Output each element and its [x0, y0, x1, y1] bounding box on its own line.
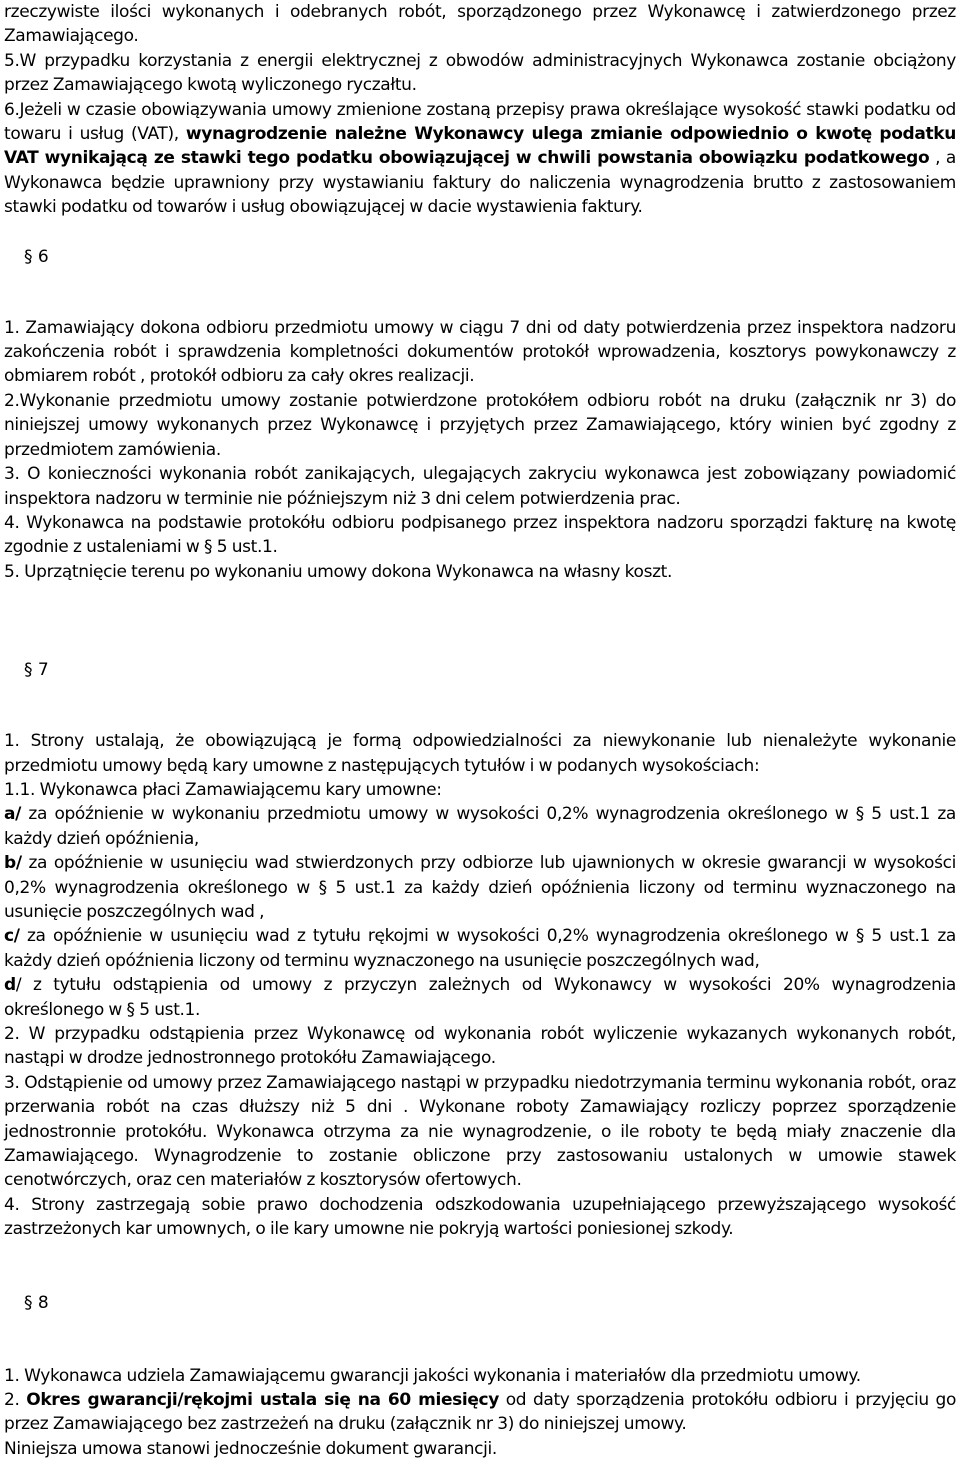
paragraph-8-1: 1. Wykonawca udziela Zamawiającemu gwarancji jakości wykonania i materiałów dla przedmiotu umowy.	[4, 1365, 861, 1386]
penalty-item-d-text: / z tytułu odstąpienia od umowy z przyczyn zależnych od Wykonawcy w wysokości 20% wynagrodzenia określonego w § 5 ust.1.	[4, 975, 956, 1020]
paragraph-6-1: 1. Zamawiający dokona odbioru przedmiotu umowy w ciągu 7 dni od daty potwierdzenia przez inspektora nadzoru zakończenia robót i sprawdzenia kompletności dokumentów protokół wprowadzenia, kosztorys powykonawczy z obmiarem robót , protokół odbioru za cały okres realizacji.	[4, 317, 956, 387]
paragraph-8-2-bold: Okres gwarancji/rękojmi ustala się na 60 miesięcy	[26, 1390, 500, 1411]
paragraph-5-6-text-a: 6.Jeżeli w czasie obowiązywania umowy zmienione zostaną przepisy prawa określające wysokość stawki podatku od towaru i usług (VAT),	[4, 99, 956, 145]
paragraph-5-5: 5.W przypadku korzystania z energii elektrycznej z obwodów administracyjnych Wykonawca zostanie obciążony przez Zamawiającego kwotą wyliczonego ryczałtu.	[4, 50, 956, 96]
penalty-item-c-text: za opóźnienie w usunięciu wad z tytułu rękojmi w wysokości 0,2% wynagrodzenia określonego w § 5 ust.1 za każdy dzień opóźnienia liczony od terminu wyznaczonego na usunięcie poszczególnych wad,	[4, 926, 956, 971]
paragraph-6-2: 2.Wykonanie przedmiotu umowy zostanie potwierdzone protokółem odbioru robót na druku (załącznik nr 3) do niniejszej umowy wykonanych przez Wykonawcę i przyjętych przez Zamawiającego, który winien być zgodny z przedmiotem zamówienia.	[4, 390, 956, 460]
section-8-heading: § 8	[24, 1292, 49, 1313]
paragraph-5-6-bold: wynagrodzenie należne Wykonawcy ulega zmianie odpowiednio o kwotę podatku VAT wynikającą ze stawki tego podatku obowiązującej w chwili powstania obowiązku podatkowego	[4, 124, 956, 169]
paragraph-6-3: 3. O konieczności wykonania robót zanikających, ulegających zakryciu wykonawca jest zobowiązany powiadomić inspektora nadzoru w terminie nie późniejszym niż 3 dni celem potwierdzenia prac.	[4, 464, 956, 509]
paragraph-7-2: 2. W przypadku odstąpienia przez Wykonawcę od wykonania robót wyliczenie wykazanych wykonanych robót, nastąpi w drodze jednostronnego protokółu Zamawiającego.	[4, 1024, 956, 1069]
penalty-item-b	[4, 851, 956, 924]
penalty-item-c	[4, 924, 956, 973]
penalty-item-b-text: za opóźnienie w usunięciu wad stwierdzonych przy odbiorze lub ujawnionych w okresie gwarancji w wysokości 0,2% wynagrodzenia określonego w § 5 ust.1 za każdy dzień opóźnienia liczony od terminu wyznaczonego na usunięcie poszczególnych wad ,	[4, 853, 956, 922]
paragraph-7-1-1: 1.1. Wykonawca płaci Zamawiającemu kary umowne:	[4, 779, 442, 800]
penalty-item-a-label: a/	[4, 804, 21, 825]
paragraph-8-2-number: 2.	[4, 1390, 27, 1411]
paragraph-7-4: 4. Strony zastrzegają sobie prawo dochodzenia odszkodowania uzupełniającego przewyższającego wysokość zastrzeżonych kar umownych, o ile kary umowne nie pokryją wartości poniesionej szkody.	[4, 1194, 956, 1240]
paragraph-7-1: 1. Strony ustalają, że obowiązującą je formą odpowiedzialności za niewykonanie lub nienależyte wykonanie przedmiotu umowy będą kary umowne z następujących tytułów i w podanych wysokościach:	[4, 731, 956, 776]
paragraph-6-4: 4. Wykonawca na podstawie protokółu odbioru podpisanego przez inspektora nadzoru sporządzi fakturę na kwotę zgodnie z ustaleniami w § 5 ust.1.	[4, 512, 956, 558]
paragraph-5-6	[4, 98, 956, 220]
paragraph-8-2	[4, 1388, 956, 1437]
section-6-heading: § 6	[24, 246, 49, 267]
paragraph-8-2-text: od daty sporządzenia protokółu odbioru i przyjęciu go przez Zamawiającego bez zastrzeżeń na druku (załącznik nr 3) do niniejszej umowy.	[4, 1390, 956, 1435]
penalty-item-c-label: c/	[4, 926, 20, 947]
paragraph-5-6-text-c: , a Wykonawca będzie uprawniony przy wystawianiu faktury do naliczenia wynagrodzenia brutto z zastosowaniem stawki podatku od towarów i usług obowiązującej w dacie wystawienia faktury.	[4, 148, 956, 218]
section-7-heading: § 7	[24, 660, 49, 681]
paragraph-6-5: 5. Uprzątnięcie terenu po wykonaniu umowy dokona Wykonawca na własny koszt.	[4, 561, 673, 582]
penalty-item-a	[4, 802, 956, 851]
penalty-item-d-label: d	[4, 975, 16, 996]
paragraph-7-3: 3. Odstąpienie od umowy przez Zamawiającego nastąpi w przypadku niedotrzymania terminu wykonania robót, oraz przerwania robót na czas dłuższy niż 5 dni . Wykonane roboty Zamawiający rozliczy poprzez sporządzenie jednostronnie protokółu. Wykonawca otrzyma za nie wynagrodzenie, o ile roboty te będą miały znaczenie dla Zamawiającego. Wynagrodzenie to zostanie obliczone przy zastosowaniu ustalonych w umowie stawek cenotwórczych, oraz cen materiałów z kosztorysów ofertowych.	[4, 1072, 956, 1191]
paragraph-8-3: Niniejsza umowa stanowi jednocześnie dokument gwarancji.	[4, 1438, 497, 1459]
penalty-item-a-text: za opóźnienie w wykonaniu przedmiotu umowy w wysokości 0,2% wynagrodzenia określonego w § 5 ust.1 za każdy dzień opóźnienia,	[4, 804, 956, 849]
paragraph-continued: rzeczywiste ilości wykonanych i odebranych robót, sporządzonego przez Wykonawcę i zatwierdzonego przez Zamawiającego.	[4, 2, 956, 47]
penalty-item-d	[4, 973, 956, 1022]
penalty-item-b-label: b/	[4, 853, 22, 874]
